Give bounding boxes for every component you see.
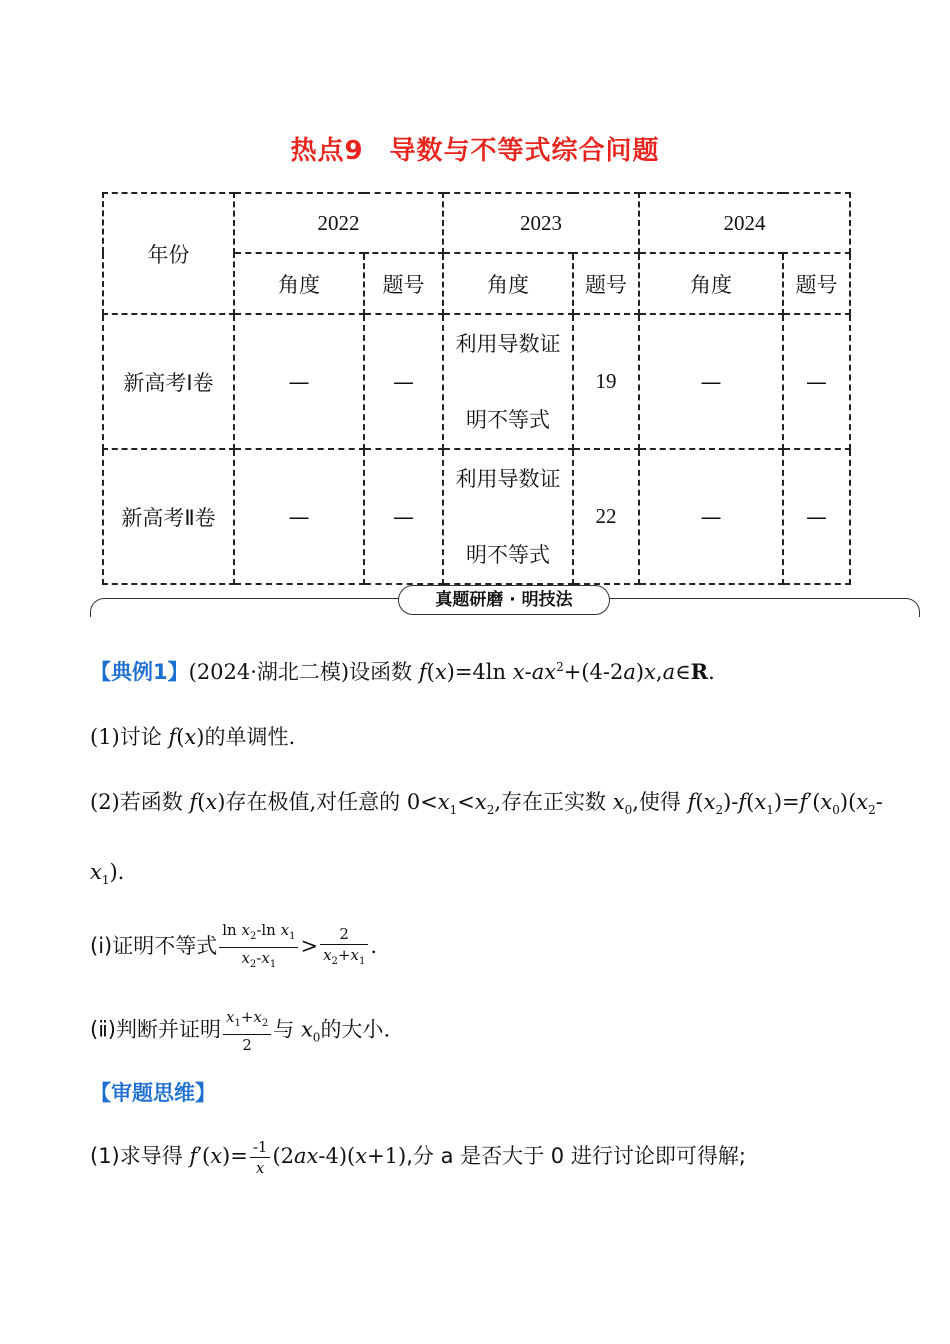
row-label: 新高考Ⅰ卷	[103, 314, 234, 449]
subheader-angle: 角度	[639, 253, 783, 314]
cell-angle-line: 利用导数证	[455, 466, 561, 491]
cell-value: —	[639, 314, 783, 449]
subheader-number: 题号	[573, 253, 639, 314]
question-1: (1)讨论 f(x)的单调性.	[90, 725, 296, 749]
row-label: 新高考Ⅱ卷	[103, 449, 234, 584]
sub-question-ii: (ⅱ)判断并证明 $\frac{x_1+x_2}{2}$ 与 $x_0$的大小.	[90, 1008, 391, 1054]
sub-question-i: (ⅰ)证明不等式 $\frac{\ln x_2-\ln x_1}{x_2-x_1}$ > $\frac{2}{x_2+x_1}$ .	[90, 920, 377, 975]
subheader-angle: 角度	[443, 253, 573, 314]
example-label: 【典例1】	[90, 660, 189, 684]
title-text: 导数与不等式综合问题	[389, 136, 660, 166]
cell-value: —	[783, 449, 850, 584]
inequality-right-fraction: $\frac{2}{x_2+x_1}$	[320, 924, 368, 972]
table-header-row	[103, 193, 850, 253]
inequality-left-fraction: $\frac{\ln x_2-\ln x_1}{x_2-x_1}$	[219, 920, 298, 975]
example-source: (2024·湖北二模)	[188, 660, 350, 684]
section-label: 真题研磨 · 明技法	[398, 585, 610, 615]
derivative-fraction: $\frac{-1}{x}$	[250, 1137, 271, 1178]
cell-value: —	[783, 314, 850, 449]
cell-value: —	[639, 449, 783, 584]
cell-value: —	[234, 449, 364, 584]
header-2023: 2023	[443, 193, 639, 253]
midpoint-fraction: $\frac{x_1+x_2}{2}$	[223, 1007, 271, 1055]
cell-angle	[443, 314, 573, 449]
cell-number: 22	[573, 449, 639, 584]
question-2: (2)若函数 f(x)存在极值,对任意的 $0<x_1<x_2$,存在正实数 $x_0$,使得 $f(x_2)-f(x_1)=f'(x_0)(x_2-$	[90, 790, 883, 818]
table-row	[103, 449, 850, 584]
subheader-number: 题号	[364, 253, 443, 314]
cell-value: —	[234, 314, 364, 449]
header-year: 年份	[103, 193, 234, 314]
cell-number: 19	[573, 314, 639, 449]
table-row	[103, 314, 850, 449]
exam-overview-table	[102, 192, 851, 585]
cell-angle	[443, 449, 573, 584]
title-number: 热点9	[290, 136, 364, 166]
thinking-step-1-suffix: ,分 a 是否大于 0 进行讨论即可得解;	[406, 1144, 746, 1168]
cell-value: —	[364, 449, 443, 584]
sub-question-i-label: (ⅰ)证明不等式	[90, 934, 218, 958]
question-2-continued: $x_1$).	[90, 860, 125, 888]
thinking-label: 【审题思维】	[90, 1081, 216, 1105]
header-2022: 2022	[234, 193, 443, 253]
page-title	[0, 130, 950, 167]
example-statement	[90, 656, 715, 686]
example-intro: 设函数	[349, 660, 413, 684]
cell-angle-line: 明不等式	[466, 542, 550, 567]
cell-angle-line: 明不等式	[466, 407, 550, 432]
example-function: f(x)=4ln $x-ax^2+(4-2a)x,a\in R$.	[418, 659, 715, 684]
thinking-step-1-prefix: (1)求导得	[90, 1144, 183, 1168]
cell-value: —	[364, 314, 443, 449]
cell-angle-line: 利用导数证	[455, 331, 561, 356]
sub-question-ii-label: (ⅱ)判断并证明	[90, 1017, 221, 1042]
subheader-angle: 角度	[234, 253, 364, 314]
subheader-number: 题号	[783, 253, 850, 314]
thinking-step-1: (1)求导得 f′(x)= $\frac{-1}{x}$ (2ax-4)(x+1),分 a 是否大于 0 进行讨论即可得解;	[90, 1138, 746, 1177]
header-2024: 2024	[639, 193, 850, 253]
